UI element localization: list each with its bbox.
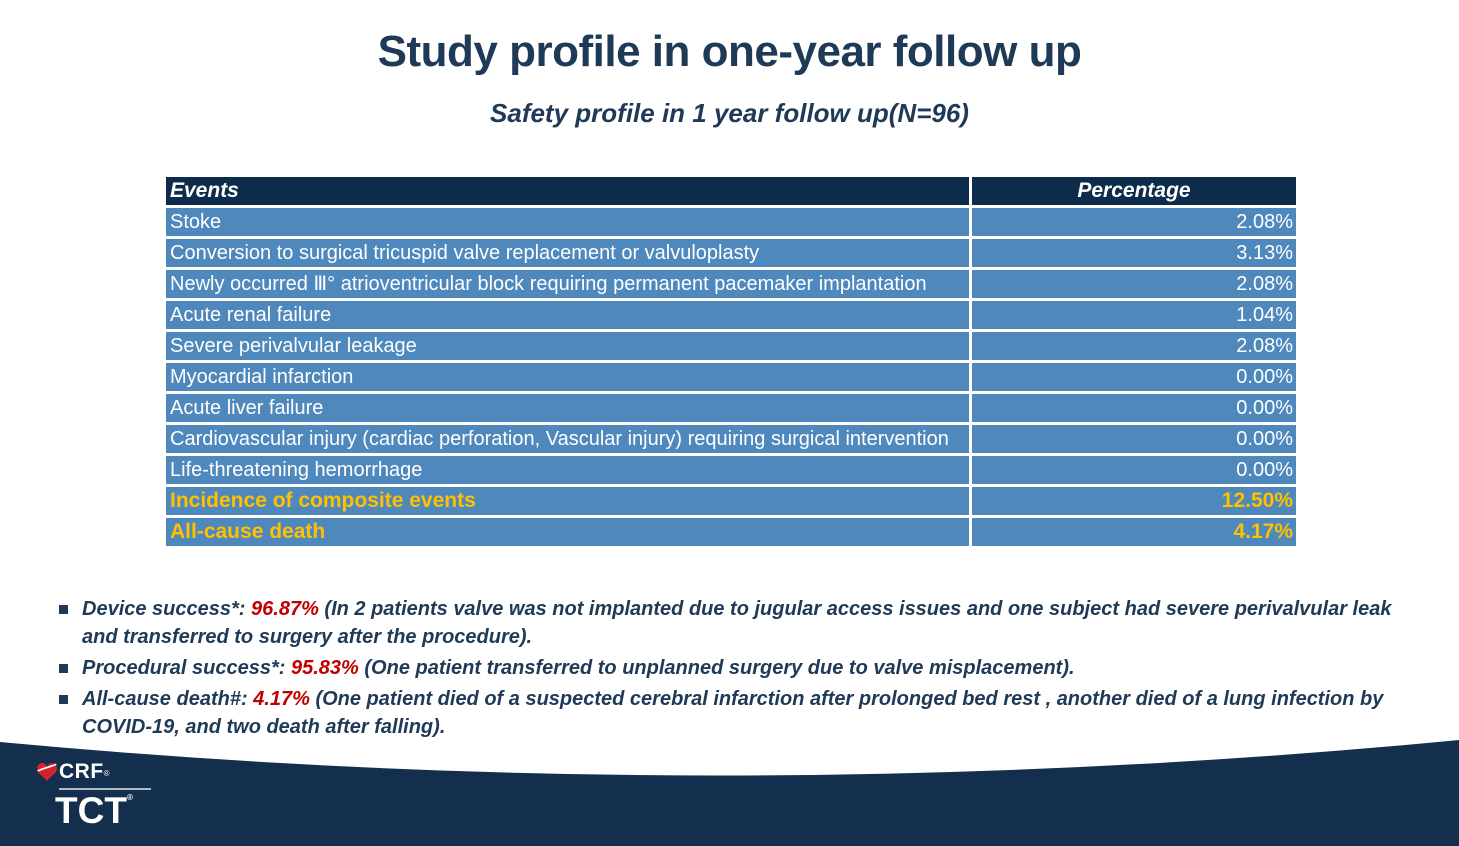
table-row [165, 424, 1298, 455]
note-value: 96.87% [251, 598, 325, 620]
table-header-row [165, 176, 1298, 207]
subtitle: Safety profile in 1 year follow up(N=96) [490, 98, 969, 128]
bullet-square-icon [59, 664, 68, 673]
event-cell: Cardiovascular injury (cardiac perforation, Vascular injury) requiring surgical intervention [165, 424, 971, 455]
table-row [165, 486, 1298, 517]
note-item [52, 654, 1427, 682]
note-value: 95.83% [291, 657, 365, 679]
percentage-column-header: Percentage [971, 176, 1298, 207]
percentage-cell: 2.08% [971, 269, 1298, 300]
note-value: 4.17% [253, 688, 316, 710]
note-item [52, 595, 1427, 651]
table-row [165, 238, 1298, 269]
percentage-cell: 12.50% [971, 486, 1298, 517]
event-cell: Myocardial infarction [165, 362, 971, 393]
note-text: (In 2 patients valve was not implanted due to jugular access issues and one subject had severe perivalvular leak and transferred to surgery after the procedure). [82, 598, 1392, 648]
event-cell: Conversion to surgical tricuspid valve replacement or valvuloplasty [165, 238, 971, 269]
event-cell: All-cause death [165, 517, 971, 548]
table-row [165, 269, 1298, 300]
tct-wordmark-row [55, 792, 151, 829]
footer-wave-shape [0, 722, 1459, 846]
note-text: (One patient transferred to unplanned surgery due to valve misplacement). [364, 657, 1075, 679]
footer-band [0, 722, 1459, 846]
event-cell: Life-threatening hemorrhage [165, 455, 971, 486]
note-text: (One patient died of a suspected cerebral infarction after prolonged bed rest , another died of a lung infection by COVID-19, and two death after falling). [82, 688, 1384, 738]
slide [0, 27, 1459, 846]
table-row [165, 207, 1298, 238]
note-body [82, 654, 1075, 682]
crf-wordmark: CRF [59, 760, 104, 783]
event-cell: Acute liver failure [165, 393, 971, 424]
crf-registered-mark: ® [103, 769, 110, 778]
note-label: Device success*: [82, 598, 252, 620]
percentage-cell: 1.04% [971, 300, 1298, 331]
event-cell: Incidence of composite events [165, 486, 971, 517]
crf-heart-icon [37, 763, 57, 781]
tct-wordmark: TCT [55, 790, 127, 831]
percentage-cell: 0.00% [971, 455, 1298, 486]
bullet-square-icon [59, 605, 68, 614]
table-row [165, 331, 1298, 362]
table-row [165, 517, 1298, 548]
event-cell: Stoke [165, 207, 971, 238]
bullet-square-icon [59, 695, 68, 704]
note-label: Procedural success*: [82, 657, 291, 679]
event-cell: Severe perivalvular leakage [165, 331, 971, 362]
event-cell: Acute renal failure [165, 300, 971, 331]
table-row [165, 362, 1298, 393]
page-title: Study profile in one-year follow up [377, 27, 1082, 76]
note-body [82, 595, 1427, 651]
table-row [165, 393, 1298, 424]
tct-registered-mark: ® [126, 793, 133, 802]
table-row [165, 455, 1298, 486]
percentage-cell: 0.00% [971, 362, 1298, 393]
percentage-cell: 2.08% [971, 331, 1298, 362]
events-column-header: Events [165, 176, 971, 207]
percentage-cell: 3.13% [971, 238, 1298, 269]
percentage-cell: 0.00% [971, 393, 1298, 424]
note-label: All-cause death#: [82, 688, 254, 710]
percentage-cell: 0.00% [971, 424, 1298, 455]
table-body [165, 207, 1298, 548]
percentage-cell: 2.08% [971, 207, 1298, 238]
safety-profile-table [163, 174, 1299, 549]
event-cell: Newly occurred Ⅲ° atrioventricular block requiring permanent pacemaker implantation [165, 269, 971, 300]
logo-divider-line [59, 788, 151, 790]
percentage-cell: 4.17% [971, 517, 1298, 548]
table-row [165, 300, 1298, 331]
crf-logo-row [37, 760, 151, 784]
